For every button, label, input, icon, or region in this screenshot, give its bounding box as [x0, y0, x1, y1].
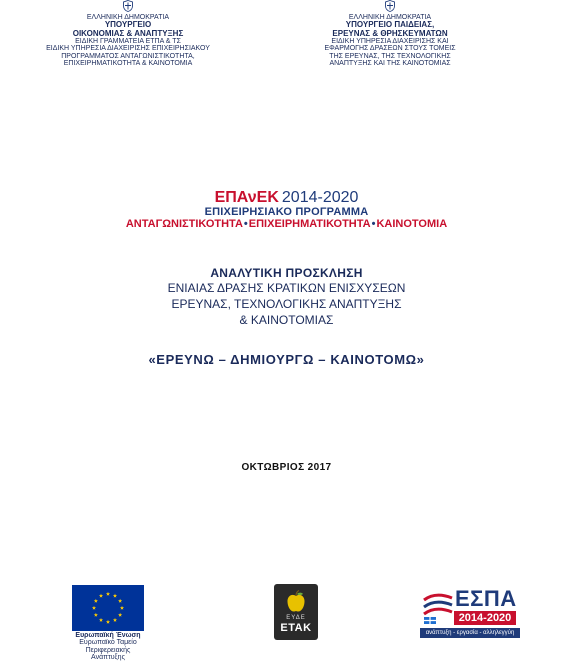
- document-date: ΟΚΤΩΒΡΙΟΣ 2017: [241, 462, 332, 473]
- apple-icon: [286, 590, 306, 614]
- eu-caption-title: Ευρωπαϊκή Ένωση: [75, 632, 141, 639]
- call-heading: ΑΝΑΛΥΤΙΚΗ ΠΡΟΣΚΛΗΣΗ: [210, 266, 363, 280]
- epanek-title: [0, 190, 573, 206]
- etak-label: ΕΤΑΚ: [280, 622, 312, 634]
- ministry-detail-line: ΕΙΔΙΚΗ ΥΠΗΡΕΣΙΑ ΔΙΑΧΕΙΡΙΣΗΣ ΚΑΙ: [331, 38, 449, 46]
- pillar-entrepreneurship: ΕΠΙΧΕΙΡΗΜΑΤΙΚΟΤΗΤΑ: [248, 218, 371, 230]
- country-name: ΕΛΛΗΝΙΚΗ ΔΗΜΟΚΡΑΤΙΑ: [86, 14, 170, 21]
- pillar-competitiveness: ΑΝΤΑΓΩΝΙΣΤΙΚΟΤΗΤΑ: [125, 218, 243, 230]
- ministry-name-line2: ΟΙΚΟΝΟΜΙΑΣ & ΑΝΑΠΤΥΞΗΣ: [72, 28, 184, 38]
- ministry-detail-line: ΕΠΙΧΕΙΡΗΜΑΤΙΚΟΤΗΤΑ & ΚΑΙΝΟΤΟΜΙΑ: [63, 60, 193, 68]
- ministry-detail-line: ΕΙΔΙΚΗ ΓΡΑΜΜΑΤΕΙΑ ΕΤΠΑ & ΤΣ: [75, 38, 181, 46]
- ministry-detail-line: ΑΝΑΠΤΥΞΗΣ ΚΑΙ ΤΗΣ ΚΑΙΝΟΤΟΜΙΑΣ: [329, 60, 451, 68]
- pillar-innovation: ΚΑΙΝΟΤΟΜΙΑ: [376, 218, 448, 230]
- greek-emblem-icon: [122, 0, 134, 12]
- epanek-pillars: [0, 219, 573, 230]
- epanek-program-logo: [0, 190, 573, 230]
- pillar-separator: •: [371, 218, 376, 230]
- program-name: «ΕΡΕΥΝΩ – ΔΗΜΙΟΥΡΓΩ – ΚΑΙΝΟΤΟΜΩ»: [148, 352, 425, 367]
- call-line: & ΚΑΙΝΟΤΟΜΙΑΣ: [239, 313, 334, 328]
- espa-logo: [420, 586, 520, 640]
- espa-word: ΕΣΠΑ: [455, 586, 517, 611]
- epanek-subtitle: ΕΠΙΧΕΙΡΗΣΙΑΚΟ ΠΡΟΓΡΑΜΜΑ: [204, 206, 369, 218]
- ministry-detail-line: ΤΗΣ ΕΡΕΥΝΑΣ, ΤΗΣ ΤΕΧΝΟΛΟΓΙΚΗΣ: [329, 52, 451, 60]
- eyde-label: ΕΥΔΕ: [286, 615, 306, 621]
- ministry-name-line1: ΥΠΟΥΡΓΕΙΟ ΠΑΙΔΕΙΑΣ,: [345, 20, 435, 30]
- ministry-detail-line: ΕΙΔΙΚΗ ΥΠΗΡΕΣΙΑ ΔΙΑΧΕΙΡΙΣΗΣ ΕΠΙΧΕΙΡΗΣΙΑΚΟΥ: [46, 45, 210, 53]
- espa-tagline: ανάπτυξη - εργασία - αλληλεγγύη: [420, 628, 520, 638]
- pillar-separator: •: [243, 218, 248, 230]
- ministry-detail-line: ΠΡΟΓΡΑΜΜΑΤΟΣ ΑΝΤΑΓΩΝΙΣΤΙΚΟΤΗΤΑ,: [61, 52, 195, 60]
- epanek-years: 2014-2020: [281, 189, 359, 206]
- country-name: ΕΛΛΗΝΙΚΗ ΔΗΜΟΚΡΑΤΙΑ: [348, 14, 432, 21]
- ministry-header-right: [290, 0, 490, 68]
- eu-logo: [72, 585, 144, 661]
- ministry-name-line2: ΕΡΕΥΝΑΣ & ΘΡΗΣΚΕΥΜΑΤΩΝ: [332, 28, 448, 38]
- eu-flag-icon: [72, 585, 144, 631]
- epanek-name: ΕΠΑνΕΚ: [214, 189, 279, 206]
- eyde-etak-logo: [274, 584, 318, 640]
- greek-flag-waves-icon: [422, 590, 454, 624]
- eu-caption-fund2: Περιφερειακής Ανάπτυξης: [85, 646, 131, 661]
- greek-emblem-icon: [384, 0, 396, 12]
- ministry-header-left: [28, 0, 228, 68]
- eu-caption: [72, 632, 144, 661]
- eu-caption-fund: Ευρωπαϊκό Ταμείο: [79, 639, 137, 647]
- espa-years: 2014-2020: [454, 611, 516, 625]
- ministry-detail-line: ΕΦΑΡΜΟΓΗΣ ΔΡΑΣΕΩΝ ΣΤΟΥΣ ΤΟΜΕΙΣ: [324, 45, 456, 53]
- call-line: ΕΝΙΑΙΑΣ ΔΡΑΣΗΣ ΚΡΑΤΙΚΩΝ ΕΝΙΣΧΥΣΕΩΝ: [167, 281, 406, 295]
- ministry-name-line1: ΥΠΟΥΡΓΕΙΟ: [104, 20, 152, 30]
- call-line: ΕΡΕΥΝΑΣ, ΤΕΧΝΟΛΟΓΙΚΗΣ ΑΝΑΠΤΥΞΗΣ: [171, 297, 402, 312]
- call-block: [0, 266, 573, 329]
